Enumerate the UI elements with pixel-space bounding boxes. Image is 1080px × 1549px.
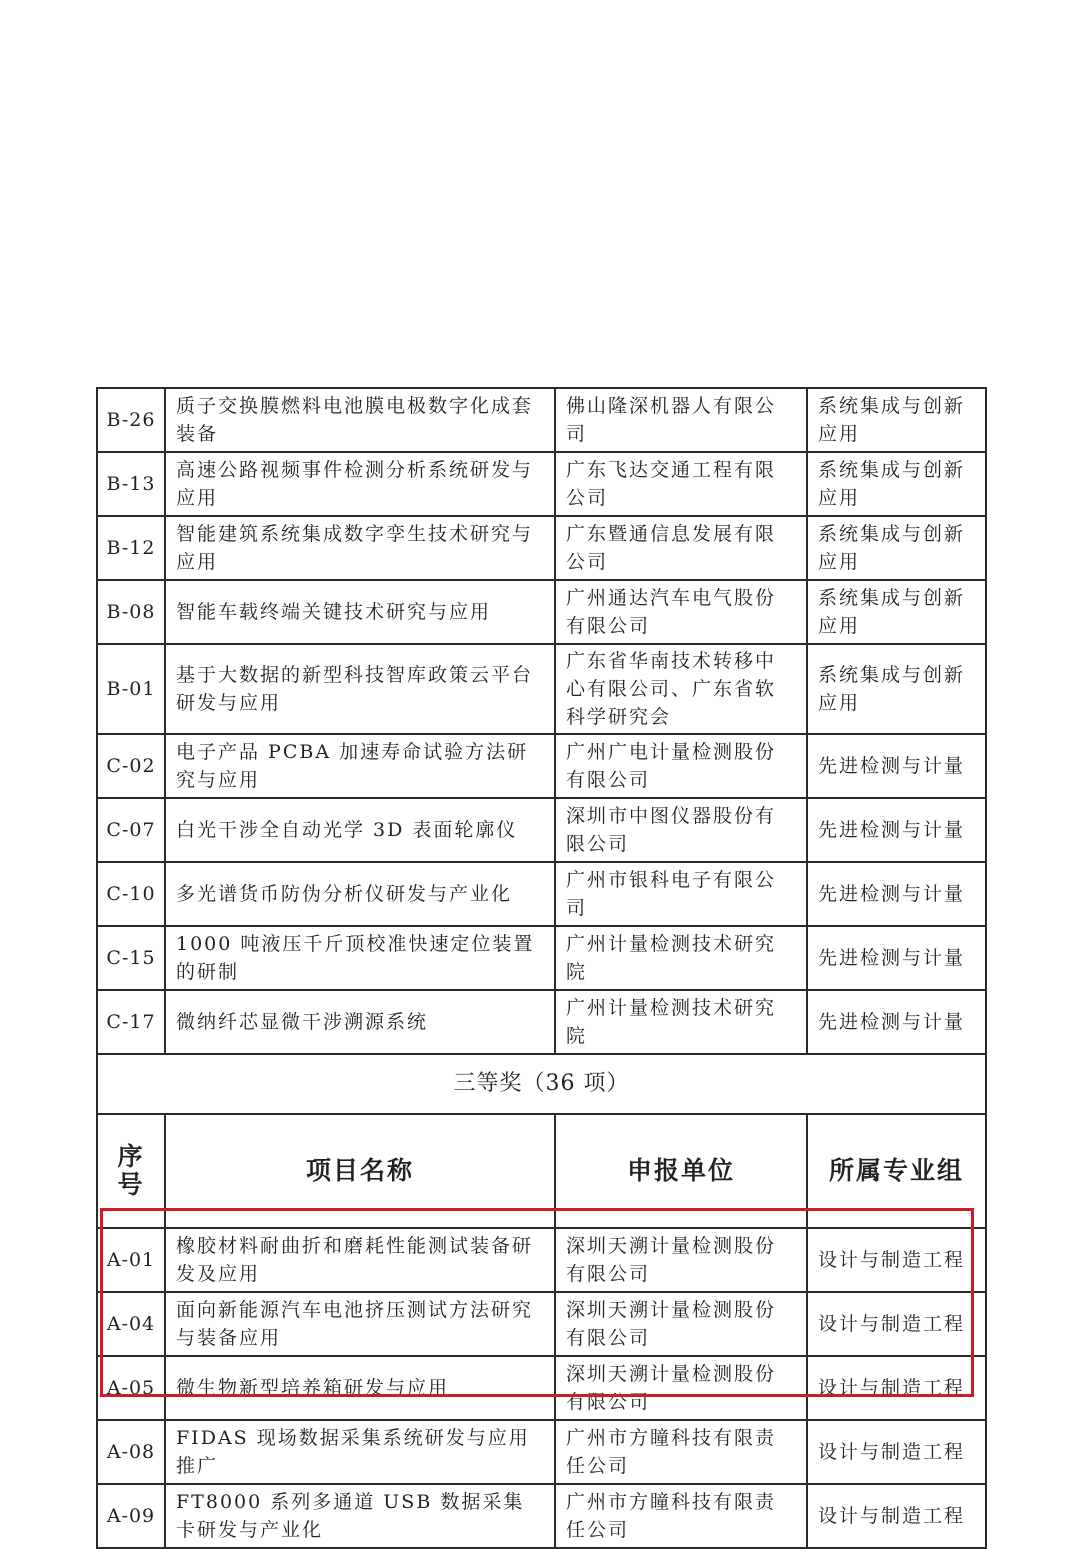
row-group: 先进检测与计量 <box>807 862 986 926</box>
row-project-name: 电子产品 PCBA 加速寿命试验方法研究与应用 <box>165 734 555 798</box>
table-row <box>97 990 986 1054</box>
row-id: A-09 <box>97 1484 165 1548</box>
row-group: 系统集成与创新应用 <box>807 516 986 580</box>
row-id: A-08 <box>97 1420 165 1484</box>
row-id: B-08 <box>97 580 165 644</box>
row-group: 设计与制造工程 <box>807 1292 986 1356</box>
row-project-name: 基于大数据的新型科技智库政策云平台研发与应用 <box>165 644 555 734</box>
row-group: 先进检测与计量 <box>807 926 986 990</box>
row-group: 系统集成与创新应用 <box>807 452 986 516</box>
row-unit: 广东暨通信息发展有限公司 <box>555 516 807 580</box>
row-id: B-01 <box>97 644 165 734</box>
row-id: C-15 <box>97 926 165 990</box>
row-id: A-05 <box>97 1356 165 1420</box>
header-seq-line2: 号 <box>117 1170 145 1199</box>
table-row <box>97 644 986 734</box>
row-project-name: 质子交换膜燃料电池膜电极数字化成套装备 <box>165 388 555 452</box>
row-group: 系统集成与创新应用 <box>807 580 986 644</box>
row-project-name: 高速公路视频事件检测分析系统研发与应用 <box>165 452 555 516</box>
table-row <box>97 1420 986 1484</box>
header-group: 所属专业组 <box>807 1114 986 1228</box>
row-id: B-13 <box>97 452 165 516</box>
row-id: C-02 <box>97 734 165 798</box>
row-project-name: 白光干涉全自动光学 3D 表面轮廓仪 <box>165 798 555 862</box>
row-project-name: 多光谱货币防伪分析仪研发与产业化 <box>165 862 555 926</box>
row-id: B-12 <box>97 516 165 580</box>
header-row <box>97 1114 986 1228</box>
row-unit: 广州市方瞳科技有限责任公司 <box>555 1420 807 1484</box>
row-project-name: 1000 吨液压千斤顶校准快速定位装置的研制 <box>165 926 555 990</box>
table-row <box>97 734 986 798</box>
table-row <box>97 388 986 452</box>
row-project-name: FT8000 系列多通道 USB 数据采集卡研发与产业化 <box>165 1484 555 1548</box>
row-id: C-17 <box>97 990 165 1054</box>
row-unit: 广东省华南技术转移中心有限公司、广东省软科学研究会 <box>555 644 807 734</box>
row-project-name: FIDAS 现场数据采集系统研发与应用推广 <box>165 1420 555 1484</box>
row-group: 设计与制造工程 <box>807 1484 986 1548</box>
table-row <box>97 452 986 516</box>
row-group: 系统集成与创新应用 <box>807 388 986 452</box>
table-row <box>97 1228 986 1292</box>
row-id: A-04 <box>97 1292 165 1356</box>
section-title: 三等奖（36 项） <box>97 1054 986 1114</box>
row-project-name: 微纳纤芯显微干涉溯源系统 <box>165 990 555 1054</box>
section-row <box>97 1054 986 1114</box>
row-id: B-26 <box>97 388 165 452</box>
row-unit: 深圳天溯计量检测股份有限公司 <box>555 1228 807 1292</box>
row-project-name: 面向新能源汽车电池挤压测试方法研究与装备应用 <box>165 1292 555 1356</box>
table-row <box>97 926 986 990</box>
row-group: 设计与制造工程 <box>807 1228 986 1292</box>
row-unit: 广州计量检测技术研究院 <box>555 990 807 1054</box>
row-group: 设计与制造工程 <box>807 1356 986 1420</box>
header-seq-line1: 序 <box>117 1142 145 1171</box>
table-row <box>97 580 986 644</box>
table-row <box>97 1484 986 1548</box>
row-group: 先进检测与计量 <box>807 798 986 862</box>
awards-table <box>96 387 987 1549</box>
row-unit: 广州广电计量检测股份有限公司 <box>555 734 807 798</box>
row-unit: 广东飞达交通工程有限公司 <box>555 452 807 516</box>
row-group: 先进检测与计量 <box>807 734 986 798</box>
row-unit: 广州市银科电子有限公司 <box>555 862 807 926</box>
row-group: 先进检测与计量 <box>807 990 986 1054</box>
table-row <box>97 862 986 926</box>
row-group: 设计与制造工程 <box>807 1420 986 1484</box>
table-row <box>97 1356 986 1420</box>
row-unit: 广州市方瞳科技有限责任公司 <box>555 1484 807 1548</box>
row-group: 系统集成与创新应用 <box>807 644 986 734</box>
row-project-name: 智能建筑系统集成数字孪生技术研究与应用 <box>165 516 555 580</box>
row-unit: 广州通达汽车电气股份有限公司 <box>555 580 807 644</box>
table-row <box>97 1292 986 1356</box>
row-id: A-01 <box>97 1228 165 1292</box>
row-unit: 深圳天溯计量检测股份有限公司 <box>555 1356 807 1420</box>
row-unit: 佛山隆深机器人有限公司 <box>555 388 807 452</box>
header-seq <box>97 1114 165 1228</box>
table-row <box>97 798 986 862</box>
row-project-name: 智能车载终端关键技术研究与应用 <box>165 580 555 644</box>
table-row <box>97 516 986 580</box>
row-project-name: 橡胶材料耐曲折和磨耗性能测试装备研发及应用 <box>165 1228 555 1292</box>
row-id: C-07 <box>97 798 165 862</box>
row-unit: 深圳市中图仪器股份有限公司 <box>555 798 807 862</box>
row-id: C-10 <box>97 862 165 926</box>
header-unit: 申报单位 <box>555 1114 807 1228</box>
row-unit: 深圳天溯计量检测股份有限公司 <box>555 1292 807 1356</box>
header-project-name: 项目名称 <box>165 1114 555 1228</box>
row-project-name: 微生物新型培养箱研发与应用 <box>165 1356 555 1420</box>
row-unit: 广州计量检测技术研究院 <box>555 926 807 990</box>
